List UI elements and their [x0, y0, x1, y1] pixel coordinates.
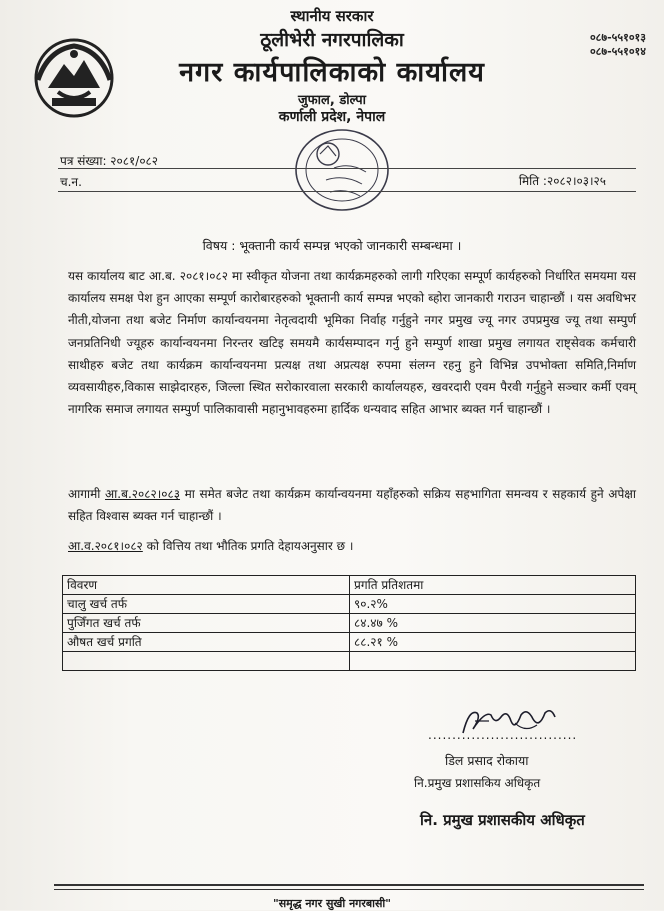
fiscal-year: आ.ब.२०८२।०८३ [105, 487, 181, 501]
office-seal-stamp [290, 124, 394, 216]
footer-divider [54, 889, 644, 890]
letter-date: मिति :२०८२।०३।२५ [518, 174, 606, 188]
reference-number: पत्र संख्या: २०८१/०८२ [60, 154, 159, 168]
table-cell: ८४.४७ % [350, 614, 636, 633]
province-label: कर्णाली प्रदेश, नेपाल [278, 109, 386, 125]
dispatch-number: च.न. [60, 175, 82, 189]
third-paragraph [68, 535, 636, 557]
footer-divider [54, 884, 644, 886]
signatory-name: डिल प्रसाद रोकाया [445, 753, 529, 768]
table-cell: चालु खर्च तर्फ [63, 595, 350, 614]
phone-number: ०८७-५५१०१४ [589, 45, 646, 58]
table-row [63, 614, 636, 633]
table-row [63, 633, 636, 652]
body-paragraph: यस कार्यालय बाट आ.ब. २०८१।०८२ मा स्वीकृत योजना तथा कार्यक्रमहरुको लागी गरिएका सम्पूर्ण कार्यहरुको निर्धारित समयमा यस कार्यालय समक्ष पेश हुन आएका सम्पूर्ण कारोबारहरुको भूक्तानी कार्य सम्पन्न भएको ब्होरा जानकारी गराउन चाहान्छौं । यस अवधिभर नीती,योजना तथा बजेट निर्माण कार्यान्वयनमा नेतृत्वदायी भूमिका निर्वाह गर्नुहुने नगर प्रमुख ज्यू नगर उपप्रमुख ज्यू तथा सम्पुर्ण जनप्रतिनिधी ज्यूहरु कार्यान्वयनमा निरन्तर खटिइ समयमै कार्यसम्पादन गर्नु हुने सम्पुर्ण शाखा प्रमुख लगायत राष्ट्सेवक कर्मचारी साथीहरु बजेट तथा कार्यक्रम कार्यान्वयनमा प्रत्यक्ष तथा अप्रत्यक्ष रुपमा संलग्न रहनु हुने विभिन्न उपभोक्ता समिति,निर्माण व्यवसायीहरु,विकास साझेदारहरु, जिल्ला स्थित सरोकारवाला सरकारी कार्यालयहरु, खवरदारी एवम पैरवी गर्नुहुने सञ्चार कर्मी एवम् नागरिक समाज लगायत सम्पुर्ण पालिकावासी महानुभावहरुमा हार्दिक धन्यवाद सहित आभार ब्यक्त गर्न चाहान्छौं । [68, 269, 636, 417]
signatory-title: नि.प्रमुख प्रशासकिय अधिकृत [414, 776, 541, 790]
table-cell: ८८.२१ % [350, 633, 636, 652]
table-cell: ९०.२% [350, 595, 636, 614]
footer-motto: "समृद्ध नगर सुखी नगरबासी" [272, 897, 392, 910]
para-text: आगामी [68, 487, 106, 501]
table-cell: पुजिँगत खर्च तर्फ [63, 614, 350, 633]
table-row [63, 595, 636, 614]
para-text: को वित्तिय तथा भौतिक प्रगति देहायअनुसार छ । [142, 539, 354, 553]
table-row [63, 652, 636, 671]
office-name: नगर कार्यपालिकाको कार्यालय [179, 57, 485, 88]
para-text: मा समेत बजेट तथा कार्यक्रम कार्यान्वयनमा यहाँहरुको सक्रिय सहभागिता समन्वय र सहकार्य हुने अपेक्षा सहित विश्वास ब्यक्त गर्न चाहान्छौं । [68, 487, 636, 524]
table-header: विवरण [63, 576, 350, 595]
second-paragraph [68, 483, 636, 527]
government-label: स्थानीय सरकार [290, 7, 374, 25]
signature-line: ............................... [428, 728, 578, 742]
table-cell: औषत खर्च प्रगति [63, 633, 350, 652]
designation-stamp: नि. प्रमुख प्रशासकीय अधिकृत [420, 811, 585, 829]
table-header: प्रगति प्रतिशतमा [350, 576, 636, 595]
progress-table [62, 575, 636, 671]
office-address: जुफाल, डोल्पा [298, 93, 366, 108]
table-cell [350, 652, 636, 671]
phone-number: ०८७-५५१०१३ [589, 31, 646, 44]
letter-subject: विषय : भूक्तानी कार्य सम्पन्न भएको जानकारी सम्बन्धमा । [202, 238, 462, 253]
table-header-row [63, 576, 636, 595]
table-cell [63, 652, 350, 671]
fiscal-year: आ.व.२०८१।०८२ [68, 539, 143, 553]
reference-divider [58, 191, 636, 192]
municipality-name: ठूलीभेरी नगरपालिका [260, 29, 404, 51]
